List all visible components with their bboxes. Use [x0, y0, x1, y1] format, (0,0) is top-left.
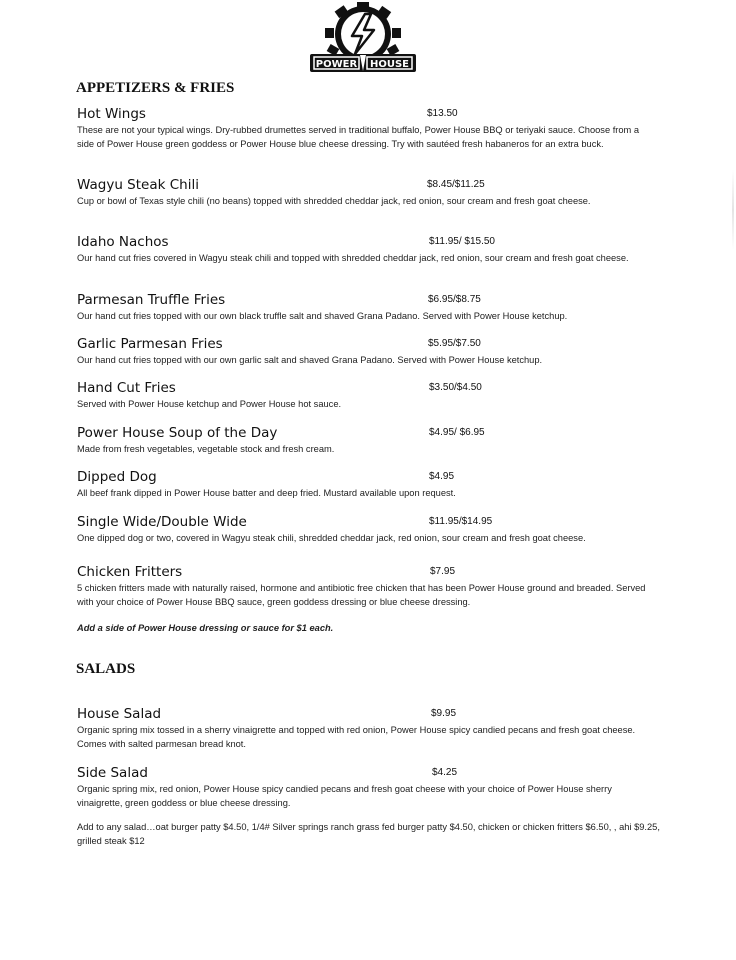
- item-price: $9.95: [431, 708, 457, 719]
- lightning-gear-icon: [308, 2, 418, 74]
- item-price: $13.50: [427, 108, 458, 119]
- item-name: Dipped Dog: [77, 469, 157, 485]
- item-description: Our hand cut fries topped with our own black truffle salt and shaved Grana Padano. Served with Power House ketchup.: [77, 311, 568, 321]
- item-description: One dipped dog or two, covered in Wagyu steak chili, shredded cheddar jack, red onion, sour cream and fresh goat cheese.: [77, 533, 586, 543]
- menu-item-chicken-fritters: [77, 564, 657, 609]
- item-name: Chicken Fritters: [77, 564, 183, 580]
- menu-item-soup-of-the-day: [77, 425, 657, 457]
- item-price: $3.50/$4.50: [429, 382, 482, 393]
- menu-item-side-salad: [77, 765, 657, 810]
- item-price: $7.95: [430, 566, 456, 577]
- menu-item-dipped-dog: [77, 469, 657, 501]
- item-price: $6.95/$8.75: [428, 294, 481, 305]
- appetizers-note: Add a side of Power House dressing or sauce for $1 each.: [77, 623, 334, 633]
- item-price: $4.95/ $6.95: [429, 427, 485, 438]
- item-price: $11.95/$14.95: [429, 516, 493, 527]
- item-price: $4.95: [429, 471, 455, 482]
- item-price: $8.45/$11.25: [427, 179, 485, 190]
- item-name: Garlic Parmesan Fries: [77, 336, 223, 352]
- item-name: Single Wide/Double Wide: [77, 514, 247, 530]
- item-description: All beef frank dipped in Power House batter and deep fried. Mustard available upon request.: [77, 488, 456, 498]
- salad-addons-note: Add to any salad…oat burger patty $4.50, 1/4# Silver springs ranch grass fed burger patty $4.50, chicken or chicken fritters $6.50, , ahi $9.25, grilled steak $12: [77, 822, 660, 846]
- item-description: Made from fresh vegetables, vegetable stock and fresh cream.: [77, 444, 335, 454]
- item-name: Power House Soup of the Day: [77, 425, 278, 441]
- menu-item-parmesan-truffle-fries: [77, 292, 657, 324]
- item-description: Organic spring mix tossed in a sherry vinaigrette and topped with red onion, Power House spicy candied pecans and fresh goat cheese. Comes with salted parmesan bread knot.: [77, 725, 636, 749]
- item-name: Idaho Nachos: [77, 234, 169, 250]
- item-name: Hot Wings: [77, 106, 146, 122]
- item-name: Wagyu Steak Chili: [77, 177, 199, 193]
- logo-word-2: HOUSE: [369, 59, 410, 70]
- item-price: $4.25: [432, 767, 458, 778]
- power-house-logo: [308, 2, 418, 74]
- logo-word-1: POWER: [315, 59, 358, 70]
- page-edge-shadow: [732, 170, 734, 250]
- item-price: $11.95/ $15.50: [429, 236, 495, 247]
- menu-item-wagyu-steak-chili: [77, 177, 657, 209]
- menu-item-garlic-parmesan-fries: [77, 336, 657, 368]
- item-name: Hand Cut Fries: [77, 380, 176, 396]
- menu-item-hand-cut-fries: [77, 380, 657, 412]
- section-title-appetizers: APPETIZERS & FRIES: [76, 80, 235, 96]
- item-description: These are not your typical wings. Dry-rubbed drumettes served in traditional buffalo, Power House BBQ or teriyaki sauce. Choose from a side of Power House green goddess or Power House blue cheese dressing. Try with sautéed fresh habaneros for an extra buck.: [77, 125, 640, 149]
- item-name: Side Salad: [77, 765, 148, 781]
- item-description: Organic spring mix, red onion, Power House spicy candied pecans and fresh goat cheese with your choice of Power House sherry vinaigrette, green goddess or blue cheese dressing.: [77, 784, 612, 808]
- item-name: House Salad: [77, 706, 162, 722]
- item-description: Our hand cut fries covered in Wagyu steak chili and topped with shredded cheddar jack, red onion, sour cream and fresh goat cheese.: [77, 253, 629, 263]
- section-title-salads: SALADS: [76, 661, 136, 677]
- item-description: Our hand cut fries topped with our own garlic salt and shaved Grana Padano. Served with Power House ketchup.: [77, 355, 543, 365]
- menu-item-hot-wings: [77, 106, 657, 151]
- menu-item-idaho-nachos: [77, 234, 657, 266]
- item-description: Cup or bowl of Texas style chili (no beans) topped with shredded cheddar jack, red onion, sour cream and fresh goat cheese.: [77, 196, 591, 206]
- item-description: Served with Power House ketchup and Power House hot sauce.: [77, 399, 342, 409]
- item-name: Parmesan Truffle Fries: [77, 292, 226, 308]
- menu-item-single-double-wide: [77, 514, 657, 546]
- item-description: 5 chicken fritters made with naturally raised, hormone and antibiotic free chicken that has been Power House ground and breaded. Served with your choice of Power House BBQ sauce, green goddess dressing or blue cheese dressing.: [77, 583, 646, 607]
- menu-item-house-salad: [77, 706, 657, 751]
- item-price: $5.95/$7.50: [428, 338, 481, 349]
